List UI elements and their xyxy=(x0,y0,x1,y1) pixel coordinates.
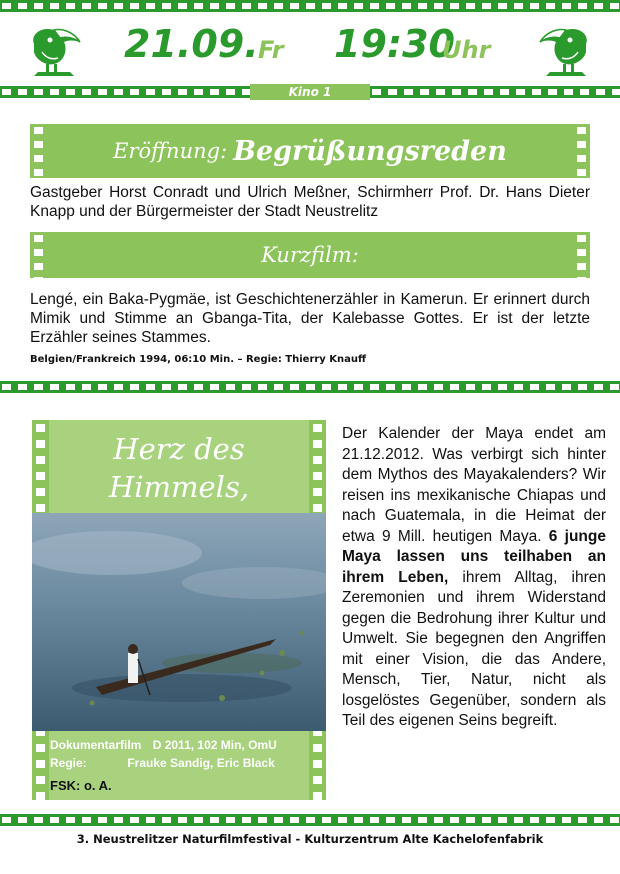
event-time: 19:30 xyxy=(334,22,455,66)
short-film-banner xyxy=(30,232,590,278)
meta-type-value: D 2011, 102 Min, OmU xyxy=(152,738,277,752)
event-date: 21.09. xyxy=(124,22,259,66)
meta-type-label: Dokumentarfilm xyxy=(50,738,142,752)
venue-label: Kino 1 xyxy=(250,84,370,100)
film-strip-header-left xyxy=(0,86,250,98)
feature-fsk: FSK: o. A. xyxy=(50,778,112,793)
opening-text: Gastgeber Horst Conradt und Ulrich Meßner, Schirmherr Prof. Dr. Hans Dieter Knapp und der Bürgermeister der Stadt Neustrelitz xyxy=(30,184,590,220)
opening-title: Begrüßungsreden xyxy=(233,135,507,167)
desc-bold: 6 junge Maya lassen uns teilhaben an ihrem Leben, xyxy=(342,527,606,586)
meta-director-value: Frauke Sandig, Eric Black xyxy=(127,756,275,770)
film-strip-middle xyxy=(0,381,620,393)
feature-meta-director xyxy=(50,756,275,770)
footer-text: 3. Neustrelitzer Naturfilmfestival - Kulturzentrum Alte Kachelofenfabrik xyxy=(76,832,544,846)
river-canoe-photo xyxy=(32,513,326,731)
film-strip-top xyxy=(0,0,620,12)
short-film-label: Kurzfilm: xyxy=(261,243,359,267)
opening-banner xyxy=(30,124,590,178)
feature-title-line1: Herz des Himmels, xyxy=(108,432,250,504)
short-film-credit: Belgien/Frankreich 1994, 06:10 Min. – Regie: Thierry Knauff xyxy=(30,354,367,365)
feature-film-card xyxy=(32,420,326,800)
opening-prefix: Eröffnung: xyxy=(113,139,228,163)
meta-director-label: Regie: xyxy=(50,756,87,770)
film-strip-bottom xyxy=(0,814,620,826)
film-strip-header-right xyxy=(370,86,620,98)
desc-part1: Der Kalender der Maya endet am 21.12.2012. Was verbirgt sich hinter dem Mythos des Mayakalenders? Wir reisen ins mexikanische Chiapas und nach Guatemala, in die Heimat der etwa 9 Mill. heutigen Maya. xyxy=(342,425,606,545)
short-film-text: Lengé, ein Baka-Pygmäe, ist Geschichtenerzähler in Kamerun. Er erinnert durch Mimik und Stimme an Gbanga-Tita, der Kalebasse Gottes. Er ist der letzte Erzähler seines Stammes. xyxy=(30,291,590,346)
hornbill-bird-icon xyxy=(536,18,596,82)
feature-description xyxy=(342,424,606,732)
desc-part2: ihrem Alltag, ihren Zeremonien und ihrem Widerstand gegen die Bedrohung ihrer Kultur und Umwelt. Sie begegnen den Angriffen mit einer Vision, die das Andere, Mensch, Tier, Natur, nicht als losgelöstes Gegenüber, sondern als Teil des eigenen Seins begreift. xyxy=(342,568,607,729)
feature-meta-type xyxy=(50,738,277,752)
time-unit: Uhr xyxy=(442,36,491,64)
event-weekday: Fr xyxy=(258,36,284,64)
hornbill-bird-icon xyxy=(24,18,84,82)
